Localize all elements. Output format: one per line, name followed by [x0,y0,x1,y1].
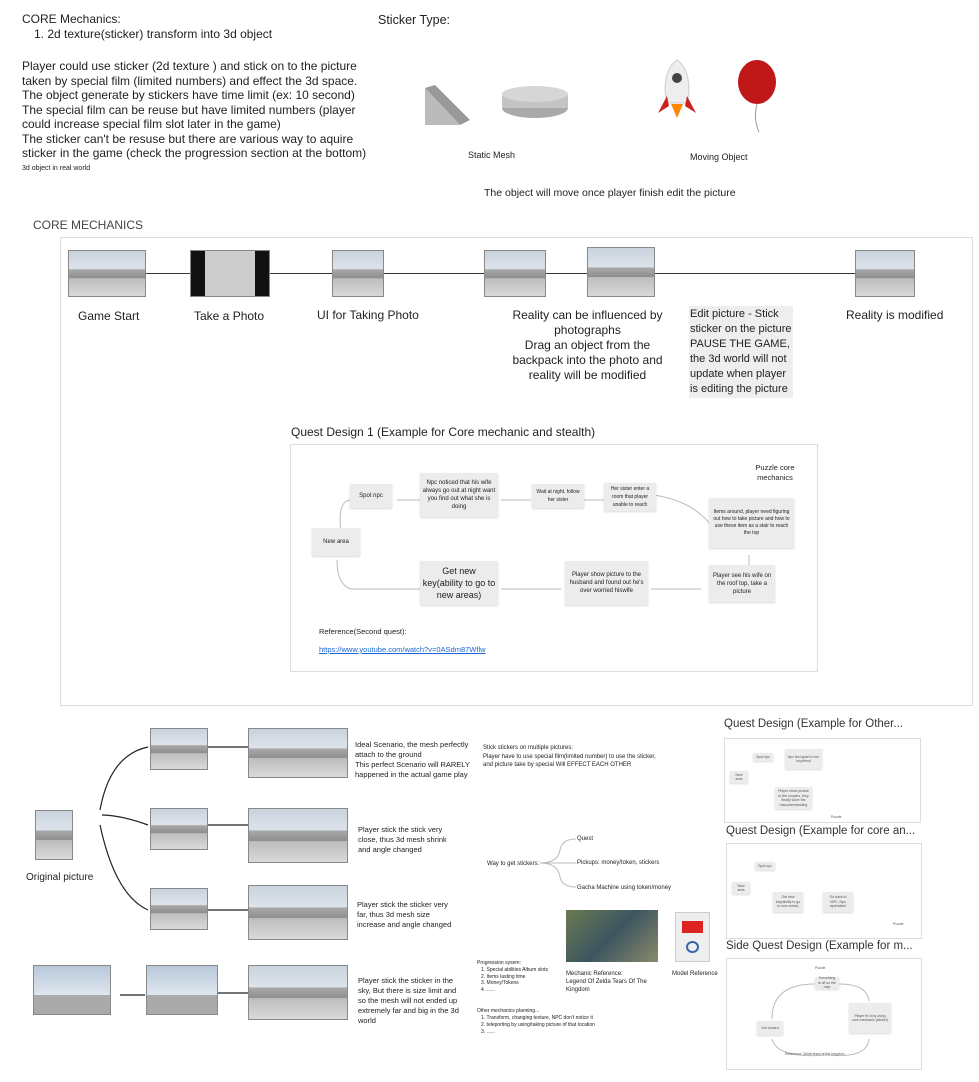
scenario-img [150,808,208,850]
original-label: Original picture [26,872,94,883]
quest1-node-spot-npc: Spot npc [350,484,392,508]
quest1-node: Her sister enter a room that player unable to reach [604,483,656,511]
quest1-node-new-area: New area [312,528,360,556]
model-reference-label: Model Reference [672,971,718,977]
moving-object-shapes [655,58,780,133]
intro-line: The special film can be reuse but have limited numbers (player could increase special film slot later in the game) [22,102,356,131]
other-title: Other mechanics planning... [477,1008,540,1014]
intro-line: The object generate by stickers have time limit (ex: 10 second) [22,88,355,102]
gacha-machine-image [675,912,710,962]
scenario-img [150,728,208,770]
ways-root: Way to get stickers: [487,861,540,867]
mini-node: Player show picture to the couples, they finally solve the misunderstanding [775,787,812,809]
step-edit-picture: Edit picture - Stick sticker on the picture PAUSE THE GAME, the 3d world will not update when player is editing the picture [689,306,793,398]
intro-line: The sticker can't be resuse but there are various way to aquire sticker in the game (check the progression section at the bottom) [22,131,367,160]
core-title: CORE MECHANICS [33,218,144,232]
quest-other-frame [724,738,921,823]
original-picture [35,810,73,860]
scenario-result-img [248,885,348,940]
ways-item-gacha: Gacha Machine using token/money [577,885,672,891]
quest1-node: Npc noticed that his wife always go out at night want you find out what she is doing [420,473,498,517]
quest1-frame [290,444,818,672]
step-game-start: Game Start [78,309,140,323]
mini-node: Something is off on the map [815,977,839,989]
mini-node: Go back to NPC, Npc apreciated [823,892,853,912]
screenshot-game-start [68,250,146,297]
multi-pictures-note: Stick stickers on multiple pictures: Player have to use special film(limited number) to use the sticker, and picture take by special Will EFFECT EACH OTHER [483,745,656,768]
scenario-ideal: Ideal Scenario, the mesh perfectly attach to the ground This perfect Scenario will RARELY happened in the actual game play [355,740,470,779]
quest-core-frame [726,843,922,939]
quest1-node: Items around, player need figuring out how to take picture and how to use these item as a stair to reach the top [709,498,794,548]
step-reality-influenced: Reality can be influenced by photographs Drag an object from the backpack into the photo and reality will be modified [512,308,663,382]
screenshot-modified [855,250,915,297]
moving-object-label: Moving Object [690,152,748,162]
other-mechanics-list [477,1008,595,1036]
mini-node: Spot npc [753,753,773,761]
sky-result-img [248,965,348,1020]
intro-column [22,12,374,173]
mini-node: Get new key(ability to go to new areas) [773,892,803,912]
mini-label: Puzzle [831,815,842,819]
mini-node: Spot npc [755,862,775,870]
mechanic-reference-label: Mechanic Reference: Legend Of Zelda Tears Of The Kingdom [566,971,647,993]
quest1-node: Player see his wife on the roof top, take a picture [709,565,775,602]
other-item: 3. ...... [481,1029,495,1035]
intro-line: Player could use sticker (2d texture ) and stick on to the picture taken by special film (limited numbers) and effect the 3d space. [22,59,358,88]
sky-sticker-img [146,965,218,1015]
scenario-close: Player stick the stick very close, thus 3d mesh shrink and angle changed [358,825,447,854]
quest-other-title: Quest Design (Example for Other... [724,718,903,730]
scenario-result-img [248,808,348,863]
step-reality-modified: Reality is modified [846,308,944,322]
sticker-note: The object will move once player finish edit the picture [484,187,736,199]
progression-item: 1. Special abilities Album slots [481,966,548,973]
ways-item-quest: Quest [577,836,594,842]
screenshot-take-photo [190,250,270,297]
intro-title: CORE Mechanics: [22,12,121,26]
scenario-far: Player stick the sticker very far, thus 3d mesh size increase and angle changed [357,900,452,929]
progression-item: 3. Money/Tokens [481,980,519,987]
progression-title: Progression sysem: [477,960,521,966]
screenshot-ui [332,250,384,297]
mini-label: Puzzle [815,966,826,970]
step-take-photo: Take a Photo [194,309,265,323]
mini-node: Get reward [757,1021,783,1035]
quest1-node: Player show picture to the husband and found out he's over worried hiswife [565,561,648,605]
progression-list [477,960,548,994]
mini-node: New area [730,771,748,783]
progression-item: 2. Items lasting time [481,973,526,980]
quest1-ref-label: Reference(Second quest): [319,627,407,636]
mini-node: New area [732,882,750,894]
sticker-title: Sticker Type: [378,13,451,27]
mini-node: Player fix it by using core mechanic (sticker) [849,1003,891,1033]
scenario-img [150,888,208,930]
intro-small: 3d object in real world [22,164,91,172]
mini-label: Reference: Zelda tears of the kingdom [785,1052,845,1056]
progression-item: 4. ...... [481,987,495,994]
scenario-sky: Player stick the sticker in the sky, But there is size limit and so the mesh will not ended up extremely far and big in the 3d world [358,976,459,1025]
quest1-connectors [291,445,819,673]
static-mesh-shapes [420,80,580,130]
screenshot-reality [484,250,546,297]
quest1-node: Wait at night, follow her sister [532,484,584,508]
static-mesh-label: Static Mesh [468,150,516,160]
other-item: 2. teleporting by using/taking picture of that location [481,1022,595,1028]
screenshot-edit [587,247,655,297]
quest1-title: Quest Design 1 (Example for Core mechanic and stealth) [291,425,596,439]
intro-paragraph [22,59,374,161]
ways-branches [540,835,580,895]
step-ui-photo: UI for Taking Photo [317,308,419,322]
quest-core-title: Quest Design (Example for core an... [726,825,916,837]
quest1-node-new-key: Get new key(ability to go to new areas) [420,561,498,605]
quest1-puzzle-label: Puzzle core mechanics [755,463,795,482]
sky-original-img [33,965,111,1015]
mini-node: Npc feel apart to her boyfriend [785,749,822,769]
quest1-ref-link[interactable]: https://www.youtube.com/watch?v=0ASdm87Wflw [319,645,486,654]
side-quest-frame [726,958,922,1070]
zelda-reference-image [566,910,658,962]
ways-item-pickups: Pickups: money/token, stickers [577,860,660,866]
side-quest-title: Side Quest Design (Example for m... [726,940,913,952]
intro-item: 1. 2d texture(sticker) transform into 3d object [34,26,273,41]
mini-label: Puzzle [893,922,904,926]
scenario-result-img [248,728,348,778]
other-item: 1. Transform, changing texture, NPC don't notice it [481,1015,593,1021]
